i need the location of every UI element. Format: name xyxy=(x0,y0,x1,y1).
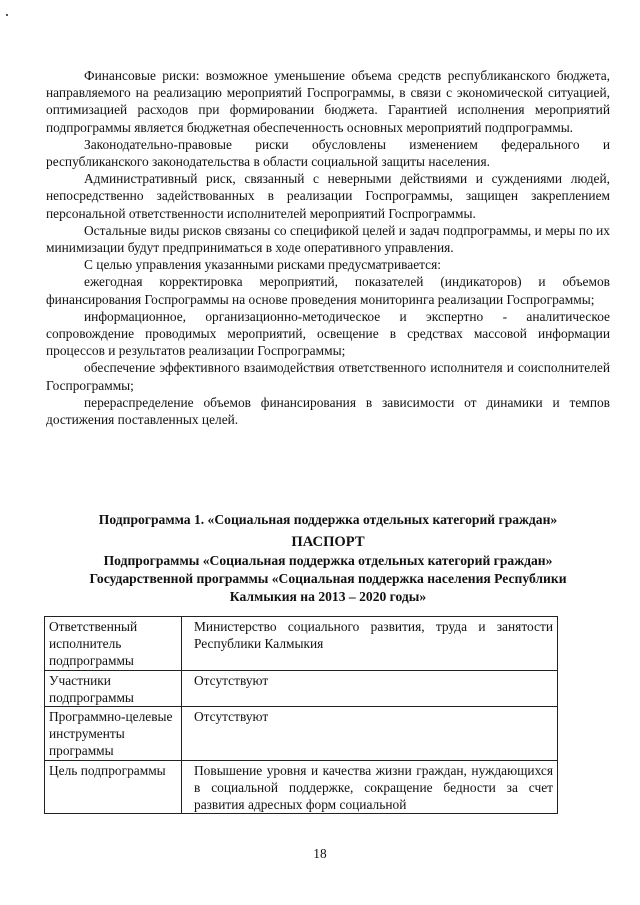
passport-table xyxy=(44,616,558,814)
passport-headings xyxy=(46,511,610,606)
table-row xyxy=(45,707,558,761)
row-value-responsible-executor: Министерство социального развития, труда и занятости Республики Калмыкия xyxy=(182,617,558,671)
paragraph-other-risks: Остальные виды рисков связаны со спецификой целей и задач подпрограммы, и меры по их минимизации будут предприниматься в ходе оперативного управления. xyxy=(46,222,610,256)
row-label-participants: Участники подпрограммы xyxy=(45,670,182,706)
paragraph-risk-management-intro: С целью управления указанными рисками предусматривается: xyxy=(84,257,441,273)
passport-subtitle-line-3: Калмыкия на 2013 – 2020 годы» xyxy=(229,589,427,604)
passport-subtitle-line-2: Государственной программы «Социальная поддержка населения Республики xyxy=(89,571,567,586)
paragraph-financial-risks: Финансовые риски: возможное уменьшение объема средств республиканского бюджета, направляемого на реализацию мероприятий Госпрограммы, в связи с экономической ситуацией, оптимизацией расходов при формировании бюджета. Гарантией исполнения мероприятий подпрограммы является бюджетная обеспеченность основных мероприятий подпрограммы. xyxy=(46,68,610,135)
scan-speck xyxy=(6,14,8,16)
subprogram-title: Подпрограмма 1. «Социальная поддержка отдельных категорий граждан» xyxy=(98,512,558,527)
table-row xyxy=(45,617,558,671)
table-row xyxy=(45,760,558,814)
row-value-program-tools: Отсутствуют xyxy=(182,707,558,761)
passport-subtitle-line-1: Подпрограммы «Социальная поддержка отдельных категорий граждан» xyxy=(103,553,553,568)
row-label-program-tools: Программно-целевые инструменты программы xyxy=(45,707,182,761)
list-item-interaction: обеспечение эффективного взаимодействия ответственного исполнителя и соисполнителей Госпрограммы; xyxy=(46,360,610,393)
row-value-subprogram-goal: Повышение уровня и качества жизни граждан, нуждающихся в социальной поддержке, сокращение бедности за счет развития адресных форм социальной xyxy=(182,760,558,814)
table-row xyxy=(45,670,558,706)
passport-heading: ПАСПОРТ xyxy=(291,534,365,550)
page-number: 18 xyxy=(313,846,327,861)
list-item-information-support: информационное, организационно-методическое и экспертно - аналитическое сопровождение проводимых мероприятий, освещение в средствах массовой информации процессов и результатов реализации Госпрограммы; xyxy=(46,308,610,359)
row-label-responsible-executor: Ответственный исполнитель подпрограммы xyxy=(45,617,182,671)
row-value-participants: Отсутствуют xyxy=(182,670,558,706)
list-item-annual-correction: ежегодная корректировка мероприятий, показателей (индикаторов) и объемов финансирования Госпрограммы на основе проведения мониторинга реализации Госпрограммы; xyxy=(46,274,610,307)
list-item-redistribution: перераспределение объемов финансирования в зависимости от динамики и темпов достижения поставленных целей. xyxy=(46,394,610,428)
paragraph-legal-risks: Законодательно-правовые риски обусловлены изменением федерального и республиканского законодательства в области социальной защиты населения. xyxy=(46,136,610,170)
paragraph-administrative-risk: Административный риск, связанный с неверными действиями и суждениями людей, непосредственно задействованных в реализации Госпрограммы, защищен закреплением персональной ответственности исполнителей мероприятий Госпрограммы. xyxy=(46,171,610,221)
row-label-subprogram-goal: Цель подпрограммы xyxy=(45,760,182,814)
risk-section xyxy=(46,67,610,428)
